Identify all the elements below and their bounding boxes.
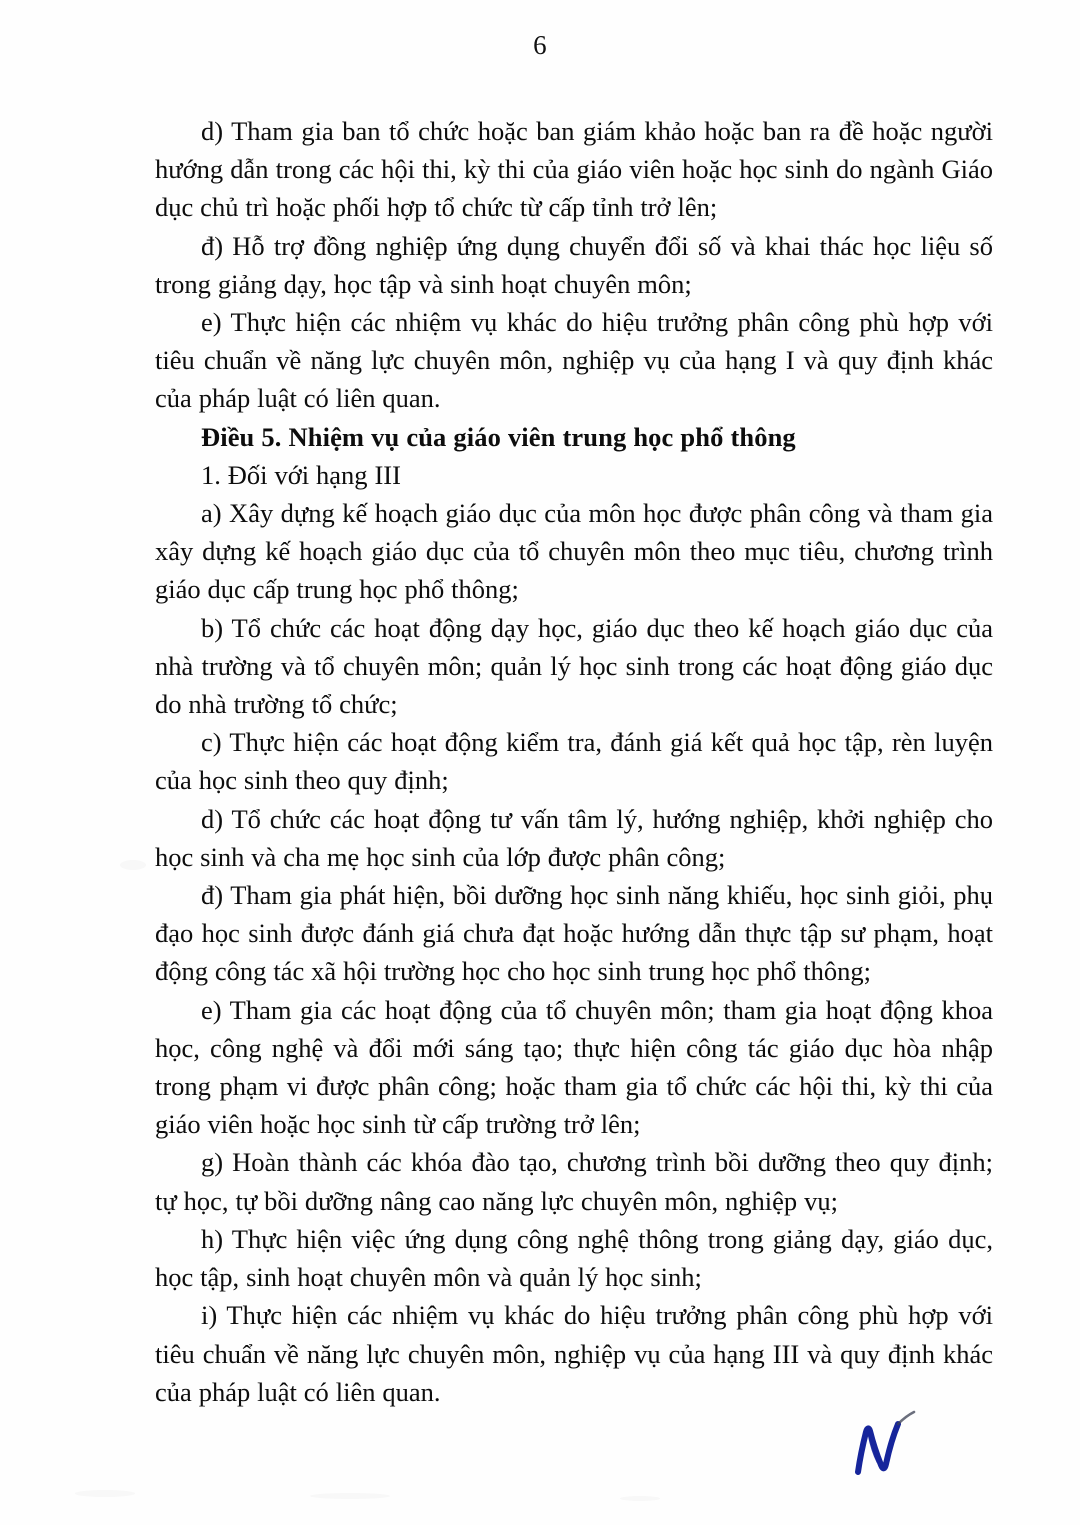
paragraph-b: b) Tổ chức các hoạt động dạy học, giáo dục theo kế hoạch giáo dục của nhà trường và tổ chuyên môn; quản lý học sinh trong các hoạt động giáo dục do nhà trường tổ chức;: [155, 612, 993, 720]
paragraph-dd-hang-1: đ) Hỗ trợ đồng nghiệp ứng dụng chuyển đổi số và khai thác học liệu số trong giảng dạy, học tập và sinh hoạt chuyên môn;: [155, 230, 993, 299]
scan-speck: [620, 1496, 660, 1501]
paragraph-e: e) Tham gia các hoạt động của tổ chuyên môn; tham gia hoạt động khoa học, công nghệ và đổi mới sáng tạo; thực hiện công tác giáo dục hòa nhập trong phạm vi được phân công; hoặc tham gia tổ chức các hội thi, kỳ thi của giáo viên hoặc học sinh từ cấp trường trở lên;: [155, 994, 993, 1140]
paragraph-d: d) Tổ chức các hoạt động tư vấn tâm lý, hướng nghiệp, khởi nghiệp cho học sinh và cha mẹ học sinh của lớp được phân công;: [155, 803, 993, 872]
paragraph-d-hang-1: d) Tham gia ban tổ chức hoặc ban giám khảo hoặc ban ra đề hoặc người hướng dẫn trong các hội thi, kỳ thi của giáo viên hoặc học sinh do ngành Giáo dục chủ trì hoặc phối hợp tổ chức từ cấp tỉnh trở lên;: [155, 116, 993, 223]
signature-initial-mark: [838, 1410, 948, 1490]
scan-speck: [75, 1490, 135, 1497]
paragraph-g: g) Hoàn thành các khóa đào tạo, chương trình bồi dưỡng theo quy định; tự học, tự bồi dưỡng nâng cao năng lực chuyên môn, nghiệp vụ;: [155, 1147, 993, 1216]
scan-speck: [310, 1493, 390, 1499]
paragraph-e-hang-1: e) Thực hiện các nhiệm vụ khác do hiệu trưởng phân công phù hợp với tiêu chuẩn về năng lực chuyên môn, nghiệp vụ của hạng I và quy định khác của pháp luật có liên quan.: [155, 307, 993, 414]
page-number: 6: [533, 30, 547, 60]
paragraph-a: a) Xây dựng kế hoạch giáo dục của môn học được phân công và tham gia xây dựng kế hoạch giáo dục của tổ chuyên môn theo mục tiêu, chương trình giáo dục cấp trung học phổ thông;: [155, 498, 993, 605]
paragraph-dd: đ) Tham gia phát hiện, bồi dưỡng học sinh năng khiếu, học sinh giỏi, phụ đạo học sinh được đánh giá chưa đạt hoặc hướng dẫn thực tập sư phạm, hoạt động công tác xã hội trường học cho học sinh trung học phổ thông;: [155, 880, 993, 987]
paragraph-c: c) Thực hiện các hoạt động kiểm tra, đánh giá kết quả học tập, rèn luyện của học sinh theo quy định;: [155, 727, 993, 796]
item-1-hang-iii: 1. Đối với hạng III: [201, 459, 401, 490]
scan-speck: [120, 860, 146, 870]
heading-dieu-5: Điều 5. Nhiệm vụ của giáo viên trung học phổ thông: [201, 421, 796, 452]
paragraph-i: i) Thực hiện các nhiệm vụ khác do hiệu trưởng phân công phù hợp với tiêu chuẩn về năng lực chuyên môn, nghiệp vụ của hạng III và quy định khác của pháp luật có liên quan.: [155, 1300, 993, 1407]
document-body: [155, 112, 993, 1411]
paragraph-h: h) Thực hiện việc ứng dụng công nghệ thông trong giảng dạy, giáo dục, học tập, sinh hoạt chuyên môn và quản lý học sinh;: [155, 1223, 993, 1293]
